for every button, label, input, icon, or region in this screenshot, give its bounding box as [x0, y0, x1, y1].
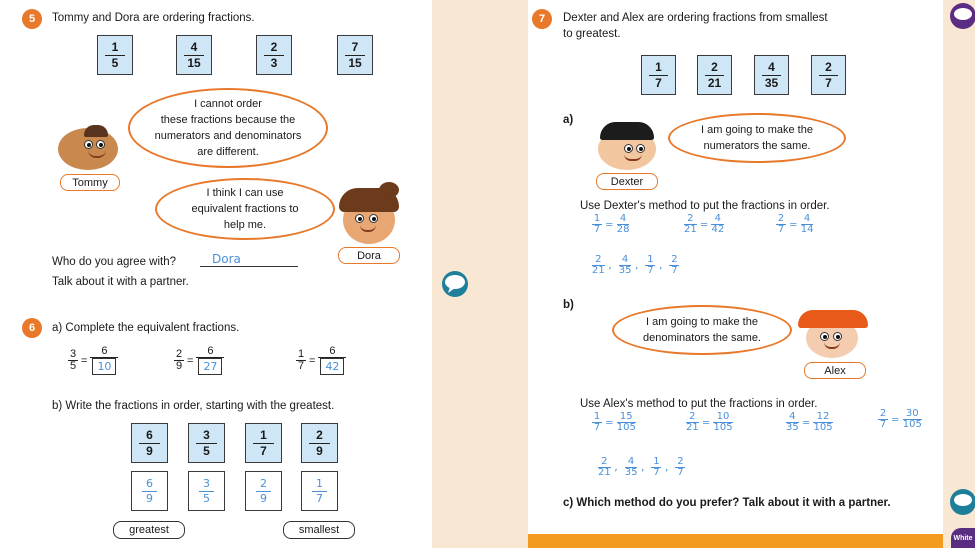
- q6-given-card: [131, 423, 168, 463]
- dora-speech-bubble: [155, 178, 335, 240]
- denominator: 7: [260, 443, 267, 458]
- q7-prompt-line1: Dexter and Alex are ordering fractions from smallest: [563, 12, 828, 24]
- tommy-speech-bubble: [128, 88, 328, 168]
- q7-prompt-line2: to greatest.: [563, 28, 621, 40]
- q7-part-c: c) Which method do you prefer? Talk about it with a partner.: [563, 497, 891, 509]
- numerator: 4: [190, 39, 198, 54]
- q7-part-b: b): [563, 299, 574, 311]
- denominator: 9: [175, 360, 183, 372]
- denominator: 21: [707, 75, 722, 90]
- denominator: 7: [297, 360, 305, 372]
- alex-working-1: $\frac{1}{7}$ = $\frac{15}{105}$: [593, 411, 636, 433]
- tommy-avatar: [58, 128, 118, 170]
- bubble-line: numerators and denominators: [154, 130, 302, 142]
- q7-part-a: a): [563, 114, 574, 126]
- numerator: 1: [111, 39, 119, 54]
- equals-sign: =: [309, 354, 316, 367]
- numerator: 1: [316, 476, 323, 490]
- alex-avatar: [806, 318, 858, 358]
- denominator: 15: [348, 55, 362, 70]
- bubble-line: I am going to make the: [646, 316, 758, 328]
- bubble-line: numerators the same.: [703, 140, 811, 152]
- numerator: 2: [316, 427, 323, 442]
- denominator: 15: [187, 55, 201, 70]
- numerator: 6: [146, 476, 153, 490]
- dexter-avatar: [598, 128, 656, 170]
- denominator: 9: [146, 443, 153, 458]
- q6-part-b: b) Write the fractions in order, starting with the greatest.: [52, 400, 335, 412]
- denominator: 7: [825, 75, 832, 90]
- denominator: 5: [203, 443, 210, 458]
- denominator: 5: [111, 55, 119, 70]
- numerator: 2: [825, 59, 832, 74]
- dexter-order-answer[interactable]: $\frac{2}{21}$ , $\frac{4}{35}$ , $\frac{1}{7}$ , $\frac{2}{7}$: [592, 254, 678, 276]
- equivalent-3: [296, 346, 346, 375]
- numerator: 3: [69, 348, 77, 360]
- numerator: 2: [270, 39, 278, 54]
- numerator: 1: [655, 59, 662, 74]
- bubble-line: I think I can use: [206, 187, 284, 199]
- numerator: 2: [711, 59, 718, 74]
- equivalent-1: [68, 346, 118, 375]
- dexter-working-1: $\frac{1}{7}$ = $\frac{4}{28}$: [593, 213, 630, 235]
- greatest-label: greatest: [113, 521, 185, 539]
- footer-bar: [528, 534, 943, 548]
- q6-given-card: [188, 423, 225, 463]
- alex-label: Alex: [804, 362, 866, 379]
- q5-fraction-card: [256, 35, 292, 75]
- q7-fraction-card: [811, 55, 846, 95]
- alex-method-prompt: Use Alex's method to put the fractions in order.: [580, 398, 818, 410]
- numerator: 6: [207, 345, 214, 357]
- alex-working-3: $\frac{4}{35}$ = $\frac{12}{105}$: [786, 411, 833, 433]
- alex-order-answer[interactable]: $\frac{2}{21}$ , $\frac{4}{35}$ , $\frac{1}{7}$ , $\frac{2}{7}$: [598, 456, 684, 478]
- bubble-line: denominators the same.: [642, 332, 761, 344]
- q7-fraction-card: [641, 55, 676, 95]
- equivalent-2: [174, 346, 224, 375]
- q6-given-card: [245, 423, 282, 463]
- bubble-line: I cannot order: [194, 98, 262, 110]
- q7-fraction-card: [697, 55, 732, 95]
- tommy-label: Tommy: [60, 174, 120, 191]
- agree-prompt: Who do you agree with?: [52, 256, 177, 268]
- denominator: 7: [316, 491, 323, 505]
- q5-fraction-card: [97, 35, 133, 75]
- talk-prompt: Talk about it with a partner.: [52, 276, 189, 288]
- numerator: 6: [146, 427, 153, 442]
- q7-fraction-card: [754, 55, 789, 95]
- bubble-line: these fractions because the: [160, 114, 296, 126]
- bubble-line: help me.: [223, 219, 267, 231]
- bubble-line: are different.: [197, 146, 259, 158]
- question-6-badge: 6: [22, 318, 42, 338]
- numerator: 2: [175, 348, 183, 360]
- alex-speech-bubble: [612, 305, 792, 355]
- numerator: 6: [101, 345, 108, 357]
- agree-answer[interactable]: Dora: [212, 252, 241, 266]
- denominator: 9: [260, 491, 267, 505]
- alex-working-2: $\frac{2}{21}$ = $\frac{10}{105}$: [686, 411, 733, 433]
- numerator: 2: [260, 476, 267, 490]
- bubble-line: equivalent fractions to: [191, 203, 299, 215]
- question-5-badge: 5: [22, 9, 42, 29]
- q6-answer-box[interactable]: [131, 471, 168, 511]
- numerator: 3: [203, 476, 210, 490]
- alex-working-4: $\frac{2}{7}$ = $\frac{30}{105}$: [879, 408, 922, 430]
- dexter-working-3: $\frac{2}{7}$ = $\frac{4}{14}$: [777, 213, 814, 235]
- denominator: 9: [316, 443, 323, 458]
- denominator: 3: [270, 55, 278, 70]
- denominator: 5: [69, 360, 77, 372]
- q6-answer-box[interactable]: [188, 471, 225, 511]
- dexter-speech-bubble: [668, 113, 846, 163]
- q5-fraction-card: [337, 35, 373, 75]
- answer-line: [200, 266, 298, 267]
- dora-label: Dora: [338, 247, 400, 264]
- q5-prompt: Tommy and Dora are ordering fractions.: [52, 12, 255, 24]
- equals-sign: =: [187, 354, 194, 367]
- discussion-icon[interactable]: [949, 2, 975, 30]
- q6-answer-box[interactable]: [301, 471, 338, 511]
- denominator: 35: [764, 75, 779, 90]
- numerator: 3: [203, 427, 210, 442]
- right-margin: [943, 0, 975, 548]
- dexter-working-2: $\frac{2}{21}$ = $\frac{4}{42}$: [684, 213, 725, 235]
- smallest-label: smallest: [283, 521, 355, 539]
- answer-box[interactable]: 27: [198, 358, 222, 375]
- equals-sign: =: [81, 354, 88, 367]
- dexter-label: Dexter: [596, 173, 658, 190]
- question-7-badge: 7: [532, 9, 552, 29]
- q5-fraction-card: [176, 35, 212, 75]
- numerator: 7: [351, 39, 359, 54]
- numerator: 1: [297, 348, 305, 360]
- right-page: [528, 0, 943, 548]
- q6-given-card: [301, 423, 338, 463]
- numerator: 4: [768, 59, 775, 74]
- white-rose-logo: White: [951, 528, 975, 548]
- bubble-line: I am going to make the: [701, 124, 813, 136]
- denominator: 7: [655, 75, 662, 90]
- dora-avatar: [343, 196, 395, 244]
- numerator: 1: [260, 427, 267, 442]
- discussion-icon[interactable]: [949, 488, 975, 516]
- answer-box[interactable]: 10: [92, 358, 116, 375]
- q6-part-a: a) Complete the equivalent fractions.: [52, 322, 240, 334]
- answer-box[interactable]: 42: [320, 358, 344, 375]
- q6-answer-box[interactable]: [245, 471, 282, 511]
- denominator: 5: [203, 491, 210, 505]
- denominator: 9: [146, 491, 153, 505]
- numerator: 6: [329, 345, 336, 357]
- dexter-method-prompt: Use Dexter's method to put the fractions in order.: [580, 200, 830, 212]
- discussion-icon[interactable]: [440, 270, 470, 298]
